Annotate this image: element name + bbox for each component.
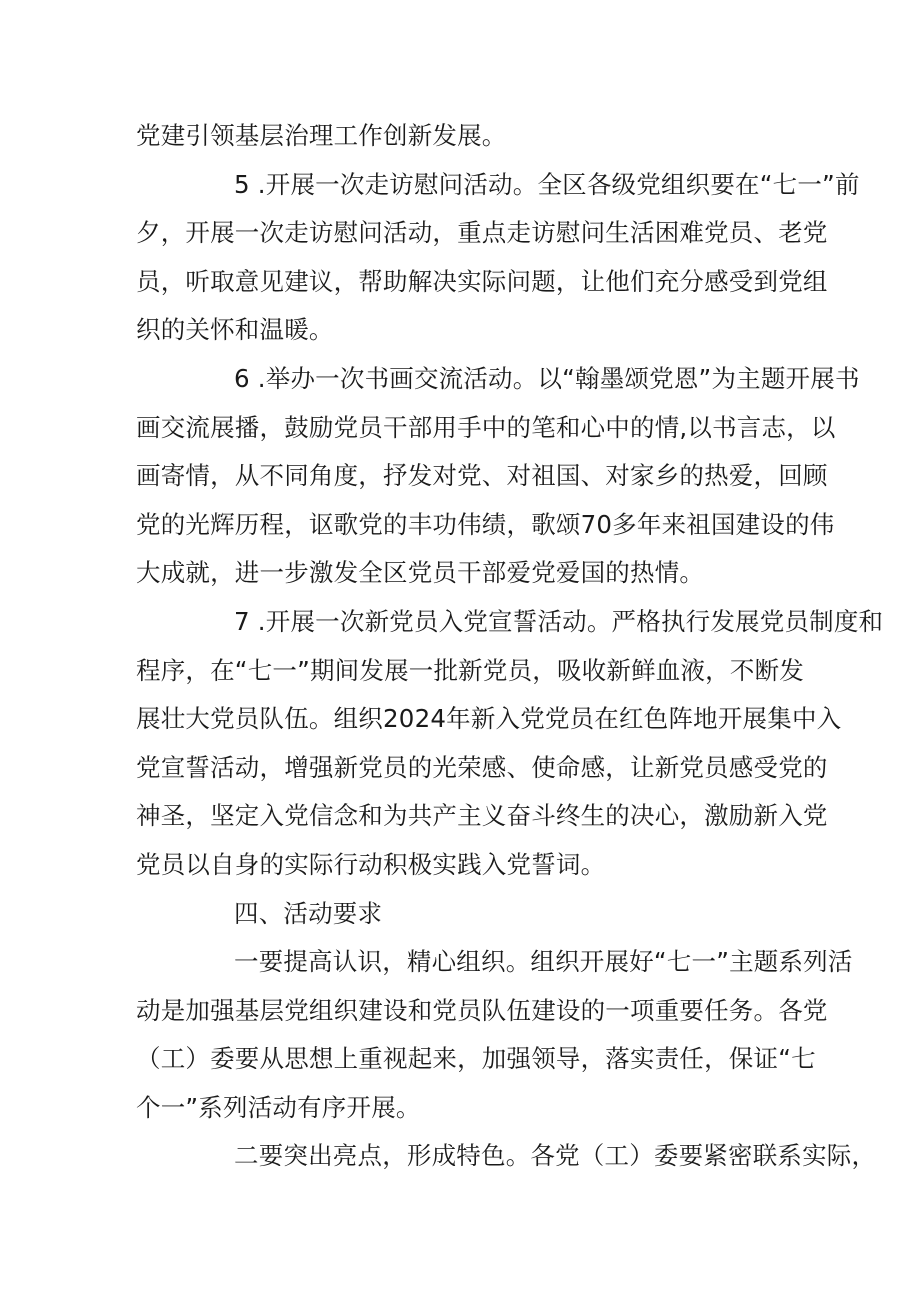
text-line: （工）委要从思想上重视起来，加强领导，落实责任，保证“七 [136,1044,816,1074]
text-line: 6 .举办一次书画交流活动。以“翰墨颂党恩”为主题开展书 [234,363,860,393]
text-line: 党建引领基层治理工作创新发展。 [136,121,507,150]
text-line: 织的关怀和温暖。 [136,315,334,345]
paragraph-requirement-1 [136,938,853,1132]
paragraph-item-7 [136,598,884,890]
text-line: 四、活动要求 [234,898,383,928]
text-line: 二要突出亮点，形成特色。各党（工）委要紧密联系实际， [234,1141,877,1171]
text-line: 大成就，进一步激发全区党员干部爱党爱国的热情。 [136,558,705,588]
text-line: 一要提高认识，精心组织。组织开展好“七一”主题系列活 [234,947,853,977]
section-heading-4 [136,890,791,939]
text-line: 员，听取意见建议，帮助解决实际问题，让他们充分感受到党组 [136,266,828,296]
text-line: 画交流展播，鼓励党员干部用手中的笔和心中的情,以书言志，以 [136,412,836,442]
paragraph-intro-tail [136,112,791,161]
paragraph-requirement-2 [136,1132,877,1181]
text-line: 党的光辉历程，讴歌党的丰功伟绩，歌颂70多年来祖国建设的伟 [136,509,835,539]
text-line: 神圣，坚定入党信念和为共产主义奋斗终生的决心，激励新入党 [136,801,828,831]
text-line: 夕，开展一次走访慰问活动，重点走访慰问生活困难党员、老党 [136,218,828,248]
text-line: 5 .开展一次走访慰问活动。全区各级党组织要在“七一”前 [234,169,860,199]
paragraph-item-5 [136,161,860,355]
text-line: 7 .开展一次新党员入党宣誓活动。严格执行发展党员制度和 [234,606,884,636]
document-body [136,112,884,1181]
text-line: 动是加强基层党组织建设和党员队伍建设的一项重要任务。各党 [136,995,828,1025]
text-line: 画寄情，从不同角度，抒发对党、对祖国、对家乡的热爱，回顾 [136,461,828,491]
text-line: 程序，在“七一”期间发展一批新党员，吸收新鲜血液，不断发 [136,655,804,685]
text-line: 党员以自身的实际行动积极实践入党誓词。 [136,849,606,879]
text-line: 个一”系列活动有序开展。 [136,1092,421,1122]
text-line: 党宣誓活动，增强新党员的光荣感、使命感，让新党员感受党的 [136,752,828,782]
text-line: 展壮大党员队伍。组织2024年新入党党员在红色阵地开展集中入 [136,704,842,734]
paragraph-item-6 [136,355,860,598]
